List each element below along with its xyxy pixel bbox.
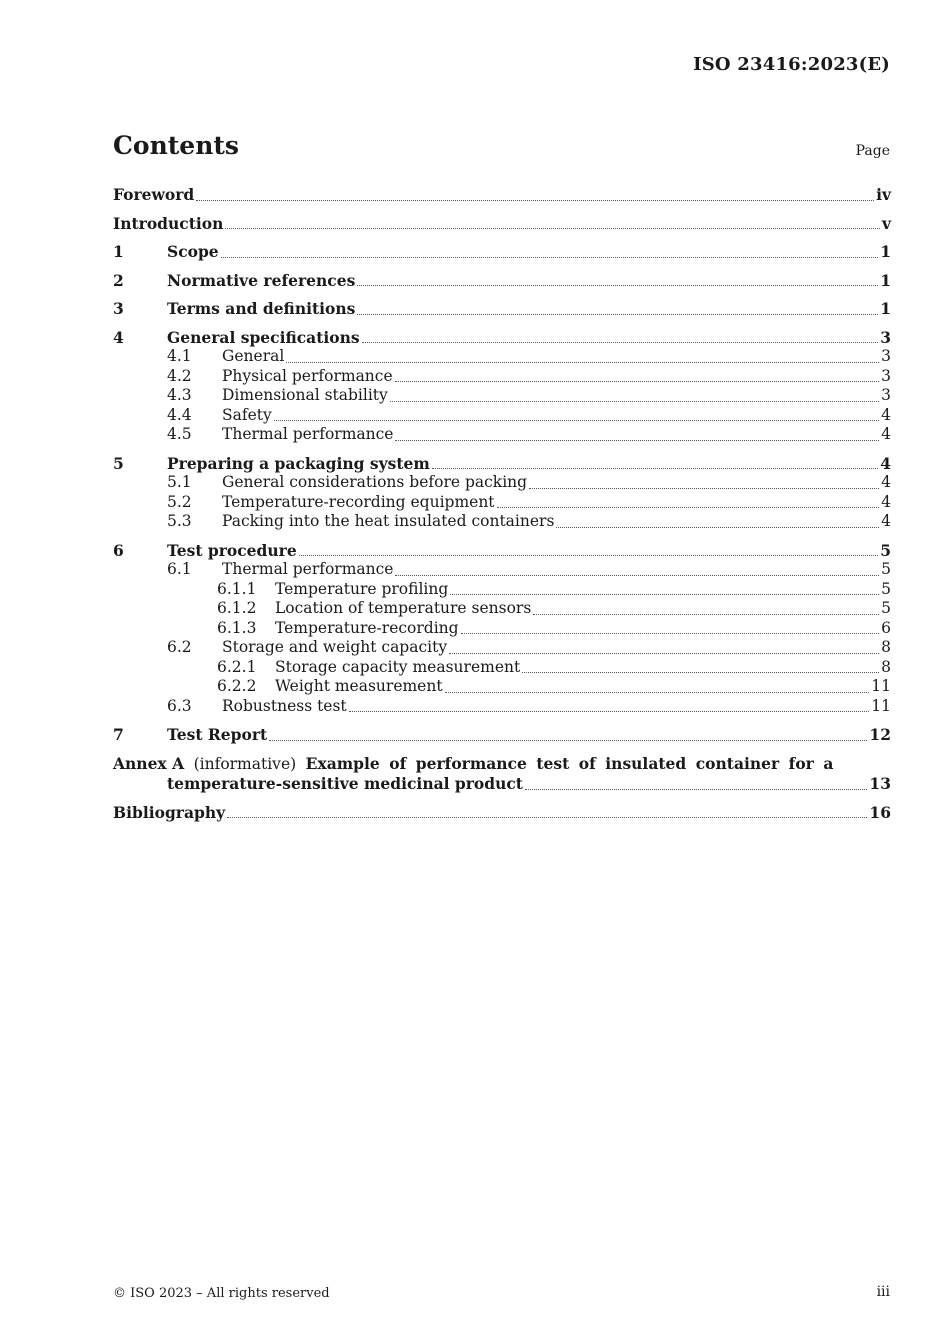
- annex-line-2: [113, 774, 891, 794]
- leader-dots: [227, 817, 867, 818]
- toc-page: 8: [881, 638, 891, 656]
- leader-dots: [529, 488, 879, 489]
- leader-dots: [357, 285, 878, 286]
- toc-page: 6: [881, 618, 891, 637]
- leader-dots: [395, 440, 879, 441]
- annex-title-word: of: [389, 753, 407, 773]
- toc-number: 6.2.2: [217, 677, 257, 695]
- toc-page: iv: [876, 185, 891, 204]
- toc-page: 11: [871, 696, 891, 715]
- toc-page: 4: [881, 425, 891, 443]
- document-code: ISO 23416:2023(E): [693, 54, 890, 75]
- table-of-contents: [113, 185, 891, 822]
- toc-entry-6-3[interactable]: [113, 697, 891, 717]
- toc-number: 7: [113, 725, 124, 744]
- annex-title-continued: temperature-sensitive medicinal product: [167, 773, 523, 793]
- leader-dots: [497, 507, 880, 508]
- toc-page: 4: [881, 405, 891, 424]
- toc-entry-5-1[interactable]: [113, 473, 891, 493]
- toc-entry-4-4[interactable]: [113, 406, 891, 426]
- leader-dots: [533, 614, 879, 615]
- leader-dots: [432, 468, 878, 469]
- toc-page: 3: [881, 347, 891, 365]
- toc-number: 6.1.1: [217, 579, 257, 598]
- toc-number: 3: [113, 299, 124, 318]
- toc-number: 5.3: [167, 512, 192, 530]
- toc-entry-6-1[interactable]: [113, 560, 891, 580]
- leader-dots: [286, 362, 879, 363]
- toc-entry-clause-3[interactable]: [113, 299, 891, 319]
- toc-page: 3: [881, 366, 891, 385]
- leader-dots: [196, 200, 874, 201]
- leader-dots: [225, 228, 880, 229]
- toc-title: Physical performance: [222, 366, 393, 385]
- leader-dots: [522, 672, 879, 673]
- toc-title: Scope: [167, 242, 219, 261]
- annex-title-word: for: [788, 753, 814, 773]
- toc-page: 11: [871, 677, 891, 695]
- annex-title-word: insulated: [605, 753, 687, 773]
- toc-page: 4: [881, 473, 891, 491]
- toc-title: Normative references: [167, 270, 356, 290]
- toc-page: 1: [880, 270, 891, 290]
- toc-entry-4-3[interactable]: [113, 386, 891, 406]
- toc-number: 6: [113, 540, 124, 560]
- toc-page: 8: [881, 657, 891, 676]
- toc-title: Thermal performance: [222, 425, 394, 443]
- annex-title-word: Example: [305, 753, 380, 773]
- toc-entry-6-2[interactable]: [113, 638, 891, 658]
- toc-page: 4: [880, 453, 891, 473]
- toc-title: Temperature-recording: [275, 618, 459, 637]
- leader-dots: [445, 692, 870, 693]
- toc-title: Storage and weight capacity: [222, 638, 448, 656]
- toc-title: Packing into the heat insulated containers: [222, 512, 555, 530]
- toc-page: 5: [881, 599, 891, 617]
- toc-entry-introduction[interactable]: [113, 214, 891, 234]
- toc-title: Introduction: [113, 213, 224, 233]
- toc-page: 1: [880, 242, 891, 261]
- leader-dots: [461, 633, 880, 634]
- toc-entry-4-1[interactable]: [113, 347, 891, 367]
- toc-entry-6-1-3[interactable]: [113, 619, 891, 639]
- toc-title: Thermal performance: [222, 560, 394, 578]
- annex-line-end-space: [843, 754, 891, 774]
- leader-dots: [556, 527, 879, 528]
- toc-entry-annex-a[interactable]: [113, 754, 891, 794]
- toc-entry-clause-2[interactable]: [113, 271, 891, 291]
- contents-heading: Contents: [113, 131, 240, 160]
- toc-number: 4.2: [167, 366, 192, 385]
- toc-number: 6.2.1: [217, 657, 257, 676]
- toc-page: 5: [881, 579, 891, 598]
- toc-page: 1: [880, 299, 891, 318]
- leader-dots: [450, 594, 879, 595]
- toc-page: 5: [880, 540, 891, 560]
- toc-page: 5: [881, 560, 891, 578]
- toc-number: 5: [113, 453, 124, 473]
- annex-title-word: a: [823, 753, 834, 773]
- toc-number: 6.2: [167, 638, 192, 656]
- toc-page: 13: [869, 773, 891, 793]
- leader-dots: [362, 342, 879, 343]
- toc-entry-6-2-1[interactable]: [113, 658, 891, 678]
- toc-number: 5.2: [167, 492, 192, 511]
- toc-title: Temperature-recording equipment: [222, 492, 495, 511]
- toc-number: 1: [113, 242, 124, 261]
- toc-number: 6.3: [167, 696, 192, 715]
- leader-dots: [299, 555, 879, 556]
- toc-page: 16: [869, 802, 891, 822]
- toc-entry-clause-5[interactable]: [113, 454, 891, 474]
- toc-number: 6.1: [167, 560, 192, 578]
- toc-entry-clause-7[interactable]: [113, 725, 891, 745]
- page-column-label: Page: [855, 143, 890, 159]
- toc-page: 12: [869, 725, 891, 744]
- toc-title: Robustness test: [222, 696, 347, 715]
- annex-title-word: container: [695, 753, 780, 773]
- toc-title: Test Report: [167, 725, 268, 744]
- toc-page: 4: [881, 492, 891, 511]
- toc-title: General considerations before packing: [222, 473, 528, 491]
- toc-title: Temperature profiling: [275, 579, 449, 598]
- toc-title: Test procedure: [167, 540, 297, 560]
- copyright-notice: © ISO 2023 – All rights reserved: [113, 1286, 330, 1301]
- toc-number: 2: [113, 270, 124, 290]
- leader-dots: [269, 740, 867, 741]
- toc-entry-6-1-1[interactable]: [113, 580, 891, 600]
- toc-entry-6-2-2[interactable]: [113, 677, 891, 697]
- toc-number: 5.1: [167, 473, 192, 491]
- annex-title-word: test: [536, 753, 570, 773]
- toc-entry-clause-4[interactable]: [113, 328, 891, 348]
- toc-title: Storage capacity measurement: [275, 657, 521, 676]
- annex-label: Annex A: [113, 753, 185, 773]
- toc-number: 4: [113, 327, 124, 347]
- toc-title: Bibliography: [113, 802, 226, 822]
- leader-dots: [395, 575, 879, 576]
- toc-entry-4-2[interactable]: [113, 367, 891, 387]
- toc-number: 6.1.2: [217, 599, 257, 617]
- toc-entry-clause-1[interactable]: [113, 242, 891, 262]
- toc-page: v: [881, 213, 891, 233]
- toc-title: Weight measurement: [275, 677, 443, 695]
- toc-title: Preparing a packaging system: [167, 453, 430, 473]
- toc-number: 4.5: [167, 425, 192, 443]
- annex-line-1: [113, 754, 891, 774]
- toc-title: Safety: [222, 405, 272, 424]
- toc-page: 3: [881, 386, 891, 404]
- toc-entry-bibliography[interactable]: [113, 803, 891, 823]
- toc-entry-5-2[interactable]: [113, 493, 891, 513]
- annex-title-word: performance: [415, 753, 527, 773]
- leader-dots: [274, 420, 879, 421]
- leader-dots: [449, 653, 879, 654]
- toc-entry-clause-6[interactable]: [113, 541, 891, 561]
- toc-entry-5-3[interactable]: [113, 512, 891, 532]
- toc-entry-4-5[interactable]: [113, 425, 891, 445]
- toc-number: 4.3: [167, 386, 192, 404]
- annex-type: (informative): [193, 754, 297, 773]
- toc-number: 4.4: [167, 405, 192, 424]
- toc-title: General: [222, 347, 285, 365]
- toc-entry-foreword[interactable]: [113, 185, 891, 205]
- toc-title: Terms and definitions: [167, 299, 356, 318]
- toc-page: 3: [880, 327, 891, 347]
- leader-dots: [357, 314, 878, 315]
- toc-title: Location of temperature sensors: [275, 599, 532, 617]
- toc-title: General specifications: [167, 327, 360, 347]
- page-number: iii: [876, 1284, 890, 1300]
- toc-title: Dimensional stability: [222, 386, 388, 404]
- toc-title: Foreword: [113, 185, 195, 204]
- leader-dots: [221, 257, 879, 258]
- leader-dots: [395, 381, 879, 382]
- toc-entry-6-1-2[interactable]: [113, 599, 891, 619]
- toc-number: 4.1: [167, 347, 192, 365]
- toc-number: 6.1.3: [217, 618, 257, 637]
- leader-dots: [525, 789, 867, 790]
- annex-title-word: of: [578, 753, 596, 773]
- leader-dots: [349, 711, 870, 712]
- leader-dots: [390, 401, 879, 402]
- toc-page: 4: [881, 512, 891, 530]
